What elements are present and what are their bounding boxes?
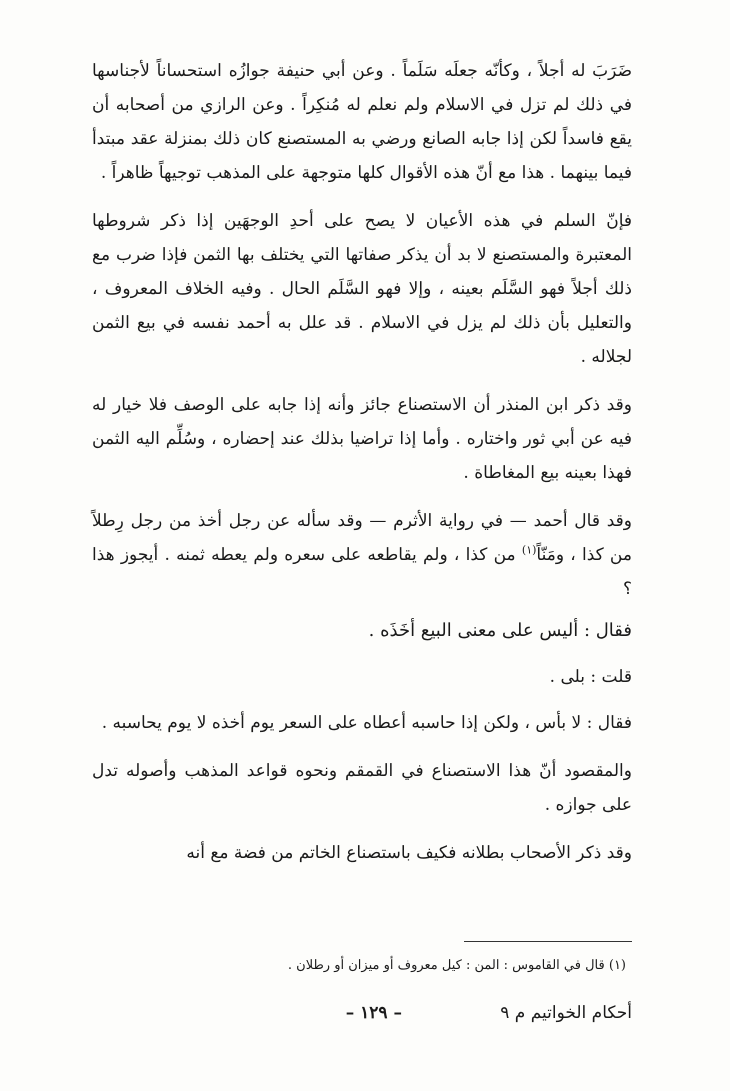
- footnote-divider: [464, 941, 632, 942]
- page-footer: [92, 1003, 632, 1033]
- paragraph-4: [92, 504, 632, 606]
- paragraph-3: وقد ذكر ابن المنذر أن الاستصناع جائز وأنه إذا جابه على الوصف فلا خيار له فيه عن أبي ثور واختاره . وأما إذا تراضيا بذلك عند إحضاره ، وسُلِّم اليه الثمن فهذا بعينه بيع المغاطاة .: [92, 395, 632, 483]
- paragraph-2: فإنّ السلم في هذه الأعيان لا يصح على أحدِ الوجهَين إذا ذكر شروطها المعتبرة والمستصنع لا بد أن يذكر صفاتها التي يختلف بها الثمن فإذا ضرب مع ذلك أجلاً فهو السَّلَم بعينه ، وإلا فهو السَّلَم الحال . وفيه الخلاف المعروف ، والتعليل بأن ذلك لم يزل في الاسلام . قد علل به أحمد نفسه في بيع الثمن لجلاله .: [92, 211, 632, 367]
- paragraph-1: ضَرَبَ له أجلاً ، وكأنّه جعلَه سَلَماً . وعن أبي حنيفة جوازُه استحساناً لأجناسها في ذلك لم تزل في الاسلام ولم نعلم له مُنكِراً . وعن الرازي من أصحابه أن يقع فاسداً لكن إذا جابه الصانع ورضي به المستصنع كان ذلك بمنزلة عقد مبتدأ فيما بينهما . هذا مع أنّ هذه الأقوال كلها متوجهة على المذهب توجيهاً ظاهراً .: [92, 61, 632, 183]
- footnote-reference: (١): [521, 543, 537, 557]
- paragraph-4-part-1: وقد قال أحمد — في رواية الأثرم — وقد سأله عن رجل أخذ من رجل رِطلاً من كذا ، ومَنّاً: [92, 511, 632, 565]
- footnote: (١) قال في القاموس : المن : كيل معروف أو ميزان أو رطلان .: [287, 958, 626, 973]
- paragraph-4-part-2: من كذا ، ولم يقاطعه على سعره ولم يعطه ثمنه . أيجوز هذا ؟: [92, 545, 632, 599]
- footer-book-title: أحكام الخواتيم م ٩: [500, 1003, 632, 1023]
- paragraph-5: فقال : أليس على معنى البيع أخَذَه .: [368, 620, 632, 641]
- paragraph-9: وقد ذكر الأصحاب بطلانه فكيف باستصناع الخاتم من فضة مع أنه: [186, 843, 632, 863]
- paragraph-8: والمقصود أنّ هذا الاستصناع في القمقم ونحوه قواعد المذهب وأصوله تدل على جوازه .: [92, 761, 632, 815]
- page-number: – ١٢٩ –: [345, 1003, 402, 1023]
- paragraph-6: قلت : بلى .: [549, 667, 632, 687]
- main-text: [92, 54, 632, 870]
- paragraph-7: فقال : لا بأس ، ولكن إذا حاسبه أعطاه على السعر يوم أخذه لا يوم يحاسبه .: [101, 713, 632, 733]
